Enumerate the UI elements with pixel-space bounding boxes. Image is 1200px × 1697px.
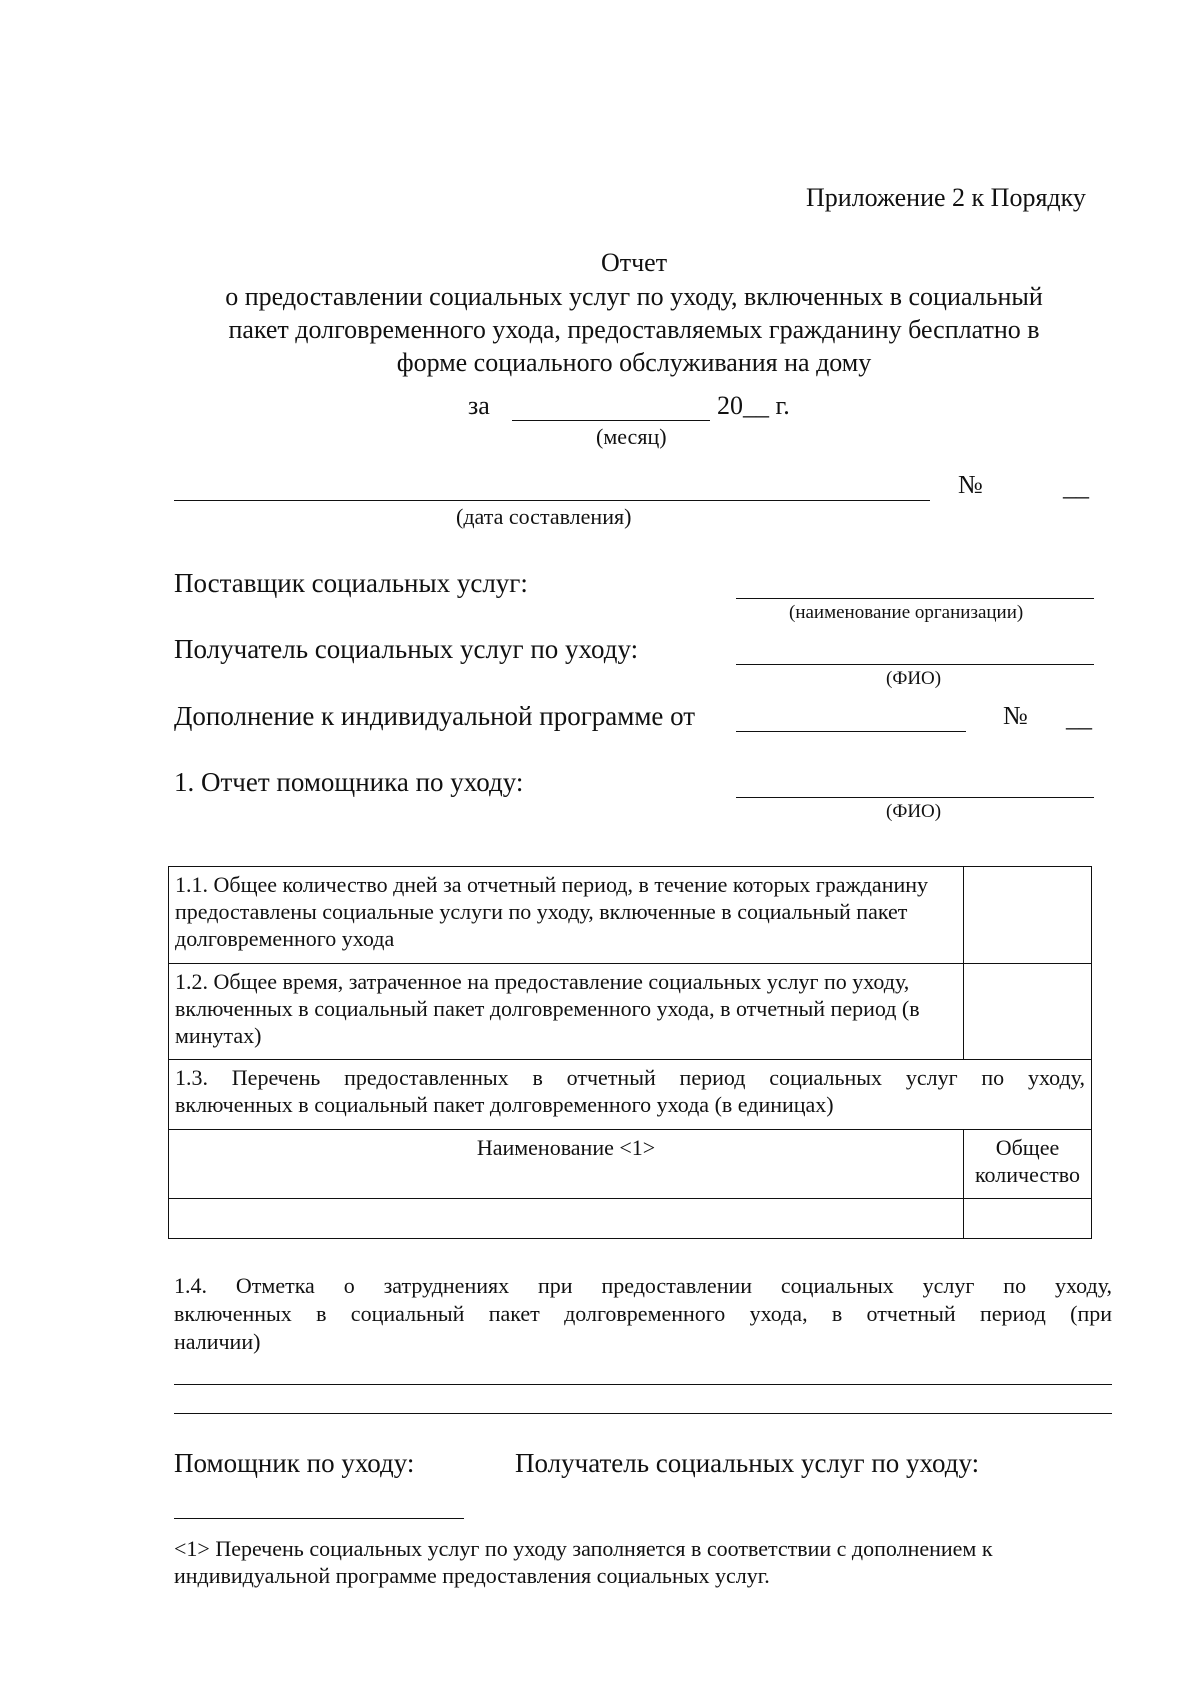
difficulties-blank-2[interactable] [174, 1413, 1112, 1414]
addendum-number-blank[interactable]: __ [1066, 703, 1092, 732]
provider-blank[interactable] [736, 598, 1094, 599]
difficulties-line-2: включенных в социальный пакет долговременного ухода, в отчетный период (при [174, 1301, 1112, 1326]
recipient-caption: (ФИО) [886, 668, 942, 689]
period-month-caption: (месяц) [596, 424, 667, 449]
period-year: 20__ г. [717, 391, 790, 420]
addendum-number-sign: № [1003, 701, 1028, 730]
row-1-3-text [169, 1060, 1092, 1130]
date-caption: (дата составления) [456, 504, 632, 529]
row-1-1-value[interactable] [964, 867, 1092, 964]
table-header-row [169, 1130, 1092, 1199]
row-1-3-line-2: включенных в социальный пакет долговременного ухода (в единицах) [175, 1092, 834, 1117]
doc-title: Отчет [600, 248, 668, 277]
date-number-blank[interactable]: __ [1063, 472, 1089, 501]
col-total-header: Общее количество [964, 1130, 1092, 1199]
table-row [169, 1060, 1092, 1130]
service-name-cell[interactable] [169, 1199, 964, 1239]
col-name-header: Наименование <1> [169, 1130, 964, 1199]
addendum-label: Дополнение к индивидуальной программе от [174, 701, 696, 731]
period-za: за [468, 391, 490, 420]
assistant-blank[interactable] [736, 797, 1094, 798]
date-number-sign: № [958, 470, 983, 499]
row-1-2-text: 1.2. Общее время, затраченное на предоставление социальных услуг по уходу, включенных в социальный пакет долговременного ухода, в отчетный период (в минутах) [169, 964, 964, 1060]
difficulties-line-1: 1.4. Отметка о затруднениях при предоставлении социальных услуг по уходу, [174, 1273, 1112, 1298]
row-1-1-text: 1.1. Общее количество дней за отчетный период, в течение которых гражданину предоставлены социальные услуги по уходу, включенные в социальный пакет долговременного ухода [169, 867, 964, 964]
period-month-blank[interactable] [512, 420, 710, 421]
signature-assistant: Помощник по уходу: [174, 1448, 415, 1478]
addendum-date-blank[interactable] [736, 731, 966, 732]
table-row [169, 867, 1092, 964]
table-row [169, 1199, 1092, 1239]
doc-subtitle-line-2: пакет долговременного ухода, предоставляемых гражданину бесплатно в [228, 315, 1040, 344]
doc-subtitle-line-3: форме социального обслуживания на дому [396, 348, 872, 377]
date-blank[interactable] [174, 500, 930, 501]
footnote-separator [174, 1518, 464, 1519]
recipient-label: Получатель социальных услуг по уходу: [174, 634, 639, 664]
assistant-report-label: 1. Отчет помощника по уходу: [174, 767, 524, 797]
assistant-caption: (ФИО) [886, 801, 942, 822]
row-1-3-line-1: 1.3. Перечень предоставленных в отчетный период социальных услуг по уходу, [175, 1065, 1085, 1090]
recipient-blank[interactable] [736, 664, 1094, 665]
provider-caption: (наименование организации) [789, 602, 1024, 623]
service-total-cell[interactable] [964, 1199, 1092, 1239]
footnote-line-1: <1> Перечень социальных услуг по уходу заполняется в соответствии с дополнением к [174, 1536, 993, 1561]
signature-recipient: Получатель социальных услуг по уходу: [515, 1448, 980, 1478]
report-table [168, 866, 1092, 1239]
provider-label: Поставщик социальных услуг: [174, 568, 528, 598]
footnote-line-2: индивидуальной программе предоставления социальных услуг. [174, 1563, 770, 1588]
doc-subtitle-line-1: о предоставлении социальных услуг по уходу, включенных в социальный [225, 282, 1043, 311]
difficulties-blank-1[interactable] [174, 1384, 1112, 1385]
row-1-2-value[interactable] [964, 964, 1092, 1060]
table-row [169, 964, 1092, 1060]
difficulties-line-3: наличии) [174, 1329, 261, 1354]
appendix-label: Приложение 2 к Порядку [806, 183, 1086, 212]
